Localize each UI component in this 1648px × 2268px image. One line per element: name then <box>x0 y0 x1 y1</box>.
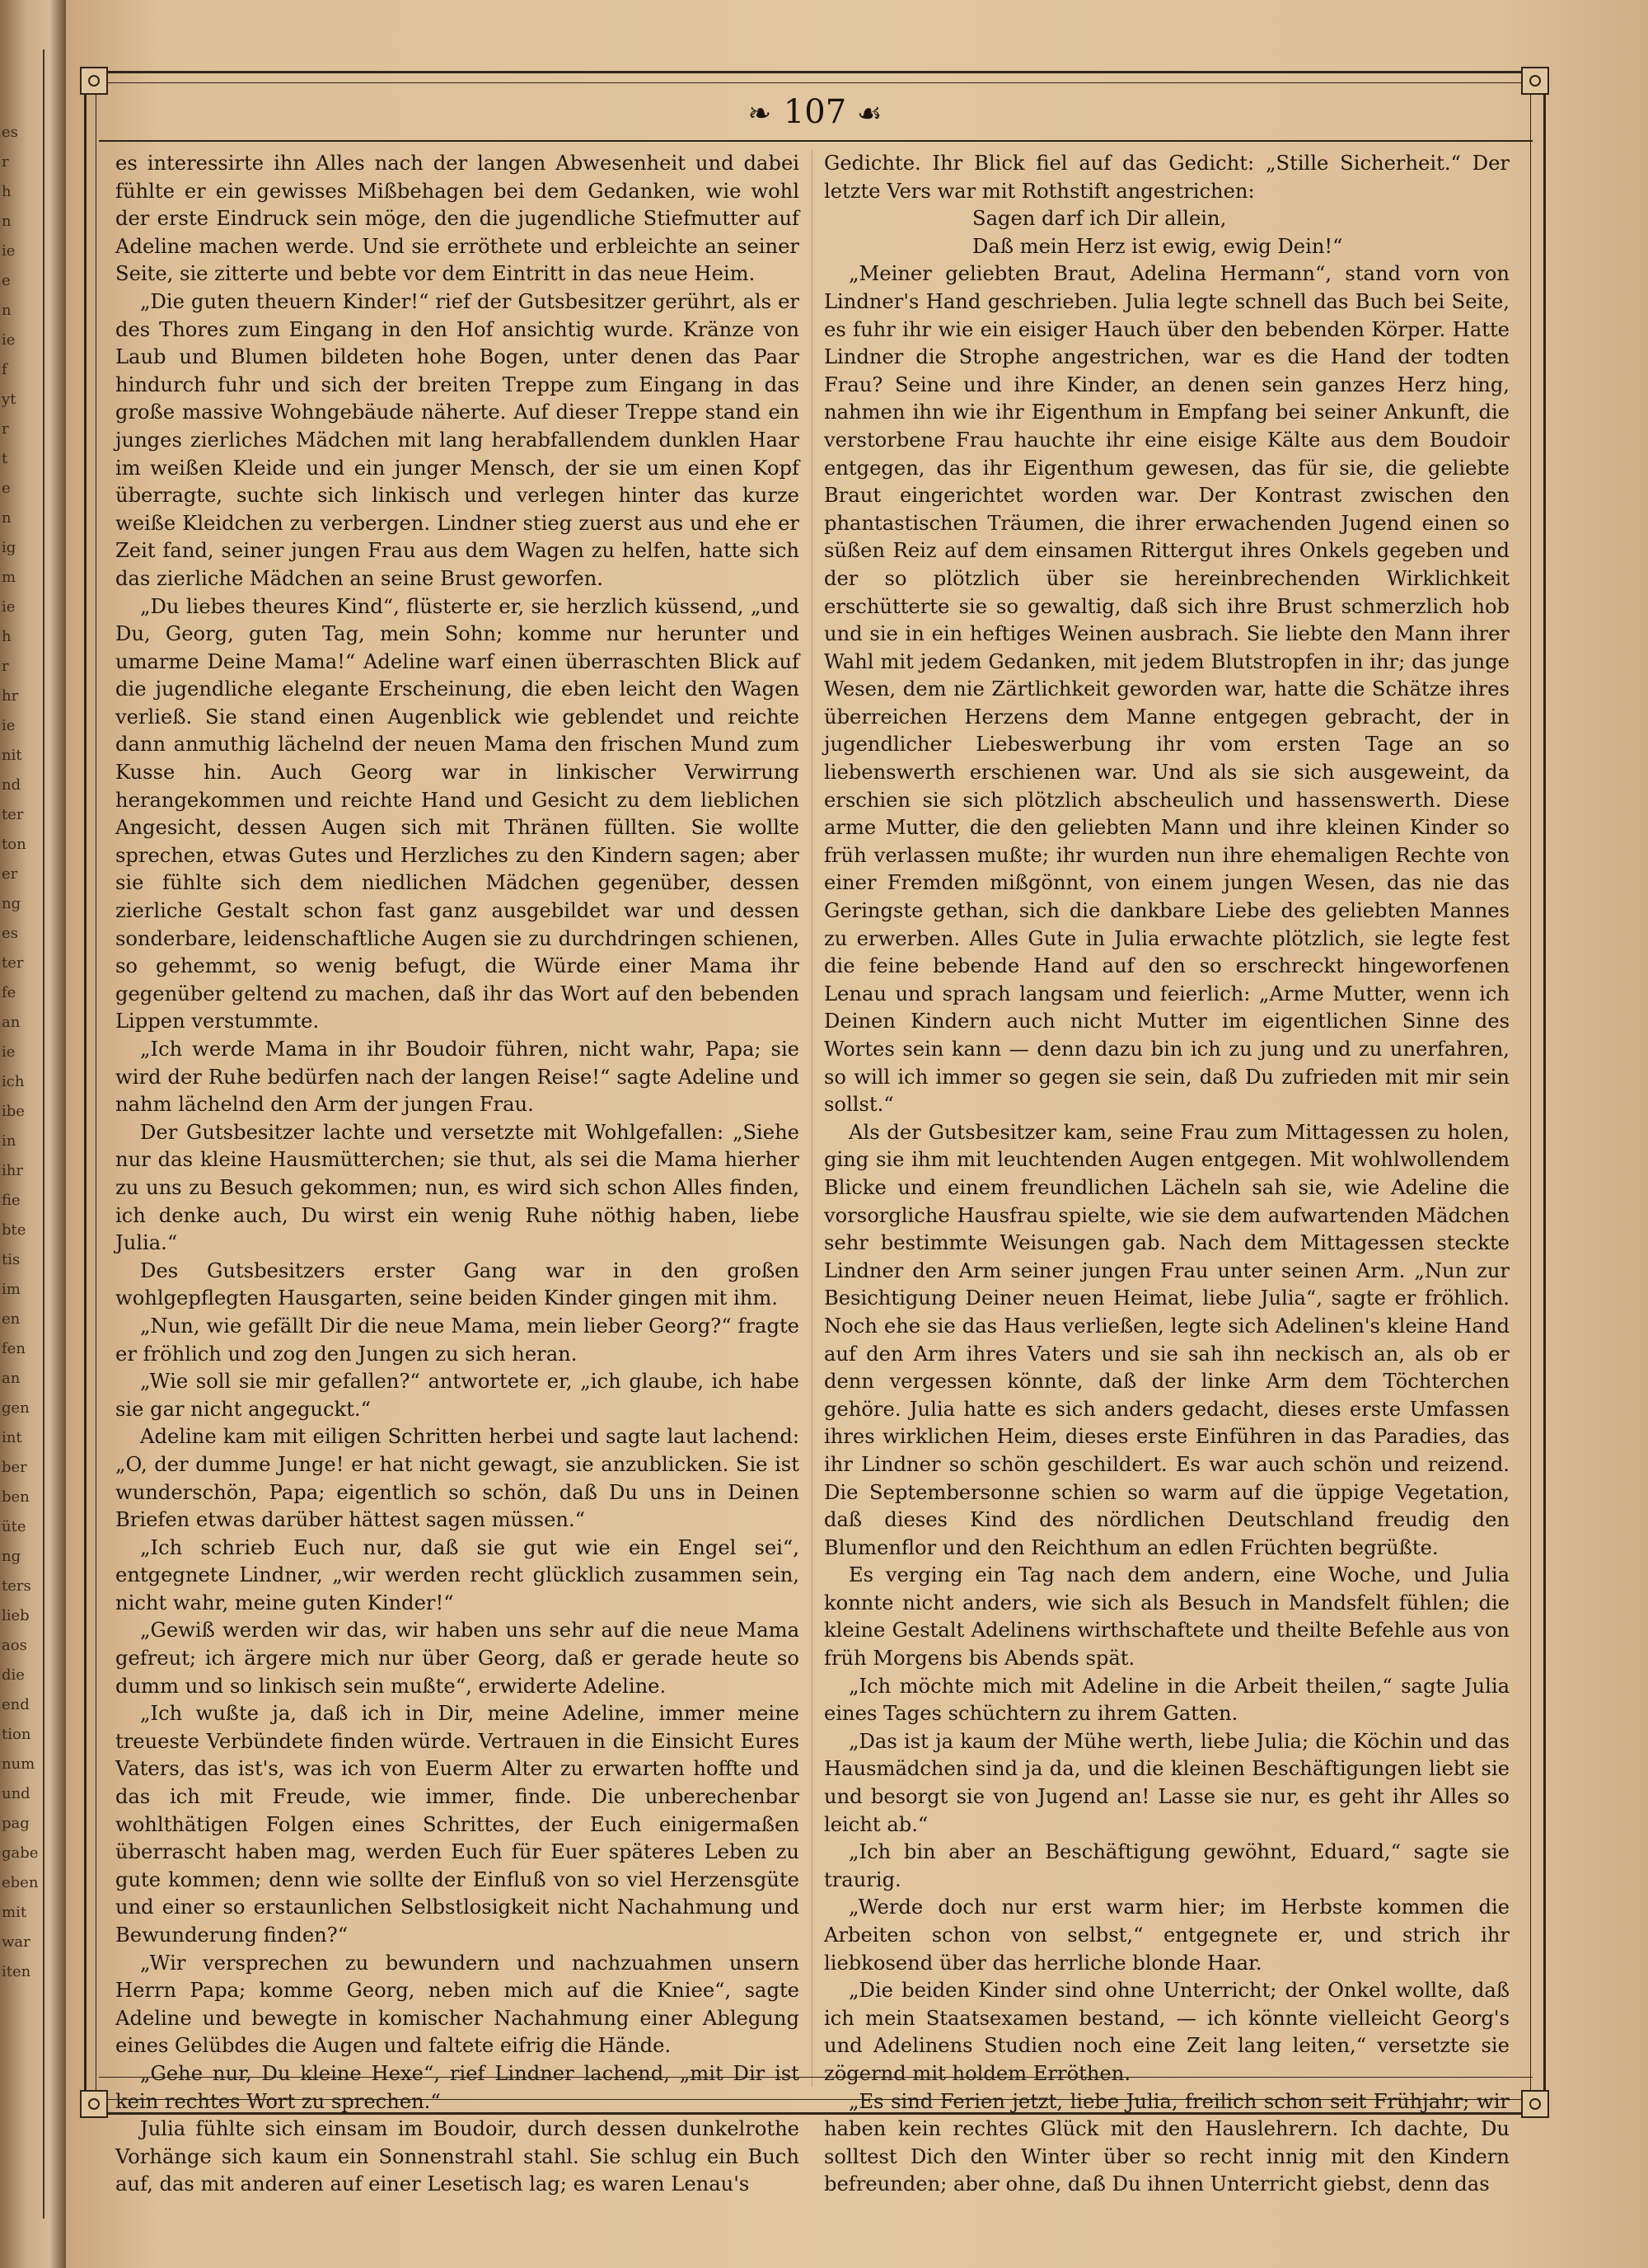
adjacent-page-fragment: ters <box>2 1577 31 1595</box>
paragraph: „Ich bin aber an Beschäftigung gewöhnt, Eduard,“ sagte sie traurig. <box>824 1840 1510 1891</box>
adjacent-page-fragment: ton <box>2 836 26 853</box>
paragraph: „Gehe nur, Du kleine Hexe“, rief Lindner lachend, „mit Dir ist kein rechtes Wort zu sprechen.“ <box>115 2061 799 2113</box>
paragraph: „Wie soll sie mir gefallen?“ antwortete er, „ich glaube, ich habe sie gar nicht angeguckt.“ <box>115 1370 799 1421</box>
adjacent-page-fragment: pag <box>2 1815 30 1832</box>
adjacent-page-fragment: ng <box>2 895 21 912</box>
adjacent-page-fragment: an <box>2 1014 21 1031</box>
adjacent-page-fragment: fen <box>2 1340 26 1357</box>
paragraph: Adeline kam mit eiligen Schritten herbei und sagte laut lachend: „O, der dumme Junge! er hat nicht gewagt, sie anzublicken. Sie ist wunderschön, Papa; eigentlich so schön, daß Du uns in Deinen Briefen etwas darüber hättest sagen müssen.“ <box>115 1425 799 1532</box>
adjacent-page-fragment: ie <box>2 717 16 734</box>
adjacent-page-fragment: r <box>2 153 9 171</box>
adjacent-page-fragment: bte <box>2 1221 26 1239</box>
adjacent-page-fragment: üte <box>2 1518 26 1535</box>
adjacent-page-fragment: es <box>2 124 18 141</box>
adjacent-page-fragment: int <box>2 1429 22 1446</box>
adjacent-page-fragment: ie <box>2 598 16 616</box>
adjacent-page-fragment: ie <box>2 331 16 349</box>
frame-corner-ornament <box>1521 67 1549 95</box>
adjacent-page-fragment: ibe <box>2 1103 25 1120</box>
adjacent-page-fragment: m <box>2 569 16 586</box>
adjacent-page-fragment: n <box>2 302 12 319</box>
adjacent-page-fragment: end <box>2 1696 30 1713</box>
paragraph: Julia fühlte sich einsam im Boudoir, durch dessen dunkelrothe Vorhänge sich kaum ein Sonnenstrahl stahl. Sie schlug ein Buch auf, das mit anderen auf einer Lesetisch lag; es waren Lenau's <box>115 2117 799 2196</box>
page-number: 107 <box>783 93 847 131</box>
adjacent-page-fragment: r <box>2 420 9 438</box>
adjacent-page-fragment: aos <box>2 1637 27 1654</box>
paragraph: „Werde doch nur erst warm hier; im Herbste kommen die Arbeiten schon von selbst,“ entgegnete er, und strich ihr liebkosend über das herrliche blonde Haar. <box>824 1895 1510 1975</box>
adjacent-page-fragment: im <box>2 1281 21 1298</box>
paragraph: „Ich wußte ja, daß ich in Dir, meine Adeline, immer meine treueste Verbündete finden würde. Vertrauen in die Einsicht Eures Vaters, das ist's, was ich von Euerm Alter zu erwarten hoffte und das ich mit Freude, wie immer, finde. Die unberechenbar wohlthätigen Folgen eines Schrittes, der Euch einigermaßen überrascht haben mag, werden Euch für Euer späteres Leben zu gute kommen; denn wie sollte der Einfluß von so viel Herzensgüte und einer so erstaunlichen Selbstlosigkeit nicht Nachahmung und Bewunderung finden?“ <box>115 1702 799 1947</box>
adjacent-page-fragment: eben <box>2 1874 39 1891</box>
paragraph: „Ich schrieb Euch nur, daß sie gut wie ein Engel sei“, entgegnete Lindner, „wir werden recht glücklich zusammen sein, nicht wahr, meine guten Kinder!“ <box>115 1535 799 1614</box>
paragraph: es interessirte ihn Alles nach der langen Abwesenheit und dabei fühlte er ein gewisses Mißbehagen bei dem Gedanken, wie wohl der erste Eindruck sein möge, den die jugendliche Stiefmutter auf Adeline machen werde. Und sie erröthete und erbleichte an seiner Seite, sie zitterte und bebte vor dem Eintritt in das neue Heim. <box>115 152 799 286</box>
adjacent-page-fragment: r <box>2 658 9 675</box>
adjacent-page-fragment: fe <box>2 984 16 1001</box>
adjacent-page-fragment: er <box>2 865 18 883</box>
adjacent-page-fragment: ben <box>2 1488 30 1506</box>
adjacent-page-fragment: nd <box>2 776 21 794</box>
adjacent-page-fragment: e <box>2 480 11 497</box>
adjacent-page-fragment: lieb <box>2 1607 30 1624</box>
adjacent-page-fragment: ig <box>2 539 16 556</box>
adjacent-page-fragment: tis <box>2 1251 21 1268</box>
text-column-left <box>115 150 799 2196</box>
adjacent-page-fragment: f <box>2 361 7 378</box>
paragraph: Als der Gutsbesitzer kam, seine Frau zum Mittagessen zu holen, ging sie ihm mit leuchtenden Augen entgegen. Mit wohlwollendem Blicke und einem freundlichen Lächeln sah sie, wie Adeline die vorsorgliche Hausfrau spielte, wie sie dem aufwartenden Mädchen sehr bestimmte Weisungen gab. Nach dem Mittagessen steckte Lindner den Arm seiner jungen Frau unter seinen Arm. „Nun zur Besichtigung Deiner neuen Heimat, liebe Julia“, sagte er fröhlich. Noch ehe sie das Haus verließen, legte sich Adelinen's kleine Hand auf den Arm ihres Vaters und sie sah ihn neckisch an, als ob er denn vergessen könnte, daß der linke Arm dem Töchterchen gehöre. Julia hatte es sich anders gedacht, dieses erste Umfassen ihres wirklichen Heim, dieses erste Einführen in das Paradies, das ihr Lindner so schön geschildert. Es war auch schön und reizend. Die Septembersonne schien so warm auf die üppige Vegetation, daß dieses Kind des nördlichen Deutschland freudig den Blumenflor und den Reichthum an edlen Früchten begrüßte. <box>824 1120 1510 1559</box>
adjacent-page-fragment: ng <box>2 1548 21 1565</box>
adjacent-page-fragment: ie <box>2 1043 16 1061</box>
adjacent-page-fragment: h <box>2 628 12 645</box>
adjacent-page-fragment: an <box>2 1370 21 1387</box>
frame-corner-ornament <box>80 67 108 95</box>
adjacent-page-fragment: tion <box>2 1726 31 1743</box>
paragraph: Des Gutsbesitzers erster Gang war in den großen wohlgepflegten Hausgarten, seine beiden Kinder gingen mit ihm. <box>115 1258 799 1310</box>
adjacent-page-fragment: war <box>2 1933 30 1951</box>
adjacent-page-fragment: fie <box>2 1192 21 1209</box>
adjacent-page-fragment: gen <box>2 1399 30 1417</box>
paragraph: Es verging ein Tag nach dem andern, eine Woche, und Julia konnte nicht anders, wie sich als Besuch in Mandsfelt fühlen; die kleine Gestalt Adelinens wirthschaftete und theilte Befehle aus von früh Morgens bis Abends spät. <box>824 1563 1510 1671</box>
adjacent-page-rule <box>43 49 44 2219</box>
adjacent-page-fragment: nit <box>2 747 22 764</box>
paragraph: „Es sind Ferien jetzt, liebe Julia, freilich schon seit Frühjahr; wir haben kein rechtes Glück mit den Hauslehrern. Ich dachte, Du solltest Dich den Winter über so recht innig mit den Kindern befreunden; aber ohne, daß Du ihnen Unterricht giebst, denn das <box>824 2089 1510 2196</box>
adjacent-page-fragment: n <box>2 509 12 527</box>
paragraph: „Gewiß werden wir das, wir haben uns sehr auf die neue Mama gefreut; ich ärgere mich nur über Georg, daß er gerade heute so dumm und so linkisch sein mußte“, erwiderte Adeline. <box>115 1619 799 1698</box>
header-rule <box>99 140 1533 142</box>
paragraph: „Ich möchte mich mit Adeline in die Arbeit theilen,“ sagte Julia eines Tages schüchtern zu ihrem Gatten. <box>824 1674 1510 1726</box>
footer-rule <box>99 2077 1533 2078</box>
adjacent-page-fragment: ich <box>2 1073 25 1090</box>
adjacent-page-fragment: und <box>2 1785 30 1802</box>
adjacent-page-fragment: yt <box>2 391 16 408</box>
adjacent-page-fragment: t <box>2 450 8 467</box>
adjacent-page-fragment: h <box>2 183 12 200</box>
paragraph: Der Gutsbesitzer lachte und versetzte mit Wohlgefallen: „Siehe nur das kleine Hausmütterchen; sie thut, als sei die Mama hierher zu uns zu Besuch gekommen; nun, es wird sich schon Alles finden, ich denke auch, Du wirst ein wenig Ruhe nöthig haben, liebe Julia.“ <box>115 1120 799 1255</box>
paragraph: „Nun, wie gefällt Dir die neue Mama, mein lieber Georg?“ fragte er fröhlich und zog den Jungen zu sich heran. <box>115 1314 799 1366</box>
text-column-right <box>824 150 1510 2196</box>
header-ornament-right: ☙ <box>856 97 884 130</box>
paragraph: „Meiner geliebten Braut, Adelina Hermann“, stand vorn von Lindner's Hand geschrieben. Julia legte schnell das Buch bei Seite, es fuhr ihr wie ein eisiger Hauch über den bebenden Körper. Hatte Lindner die Strophe angestrichen, war es die Hand der todten Frau? Seine und ihre Kinder, an denen sein ganzes Herz hing, nahmen ihn wie ihr Eigenthum in Empfang bei seiner Ankunft, die verstorbene Frau hauchte ihr eine eisige Kälte aus dem Boudoir entgegen, das ihr Eigenthum gewesen, das für sie, die geliebte Braut eingerichtet worden war. Der Kontrast zwischen den phantastischen Träumen, die ihrer erwachenden Jugend einen so süßen Reiz auf dem einsamen Rittergut ihres Onkels gegeben und der so plötzlich über sie hereinbrechenden Wirklichkeit erschütterte sie so gewaltig, daß sich ihre Brust schmerzlich hob und sie in ein heftiges Weinen ausbrach. Sie liebte den Mann ihrer Wahl mit jedem Gedanken, mit jedem Blutstropfen in ihr; das junge Wesen, dem nie Zärtlichkeit geworden war, hatte die Schätze ihres überreichen Herzens dem Manne entgegen gebracht, der in jugendlicher Liebeswerbung ihr vom ersten Tage an so liebenswerth erschienen war. Und als sie sich ausgeweint, da erschien sie sich plötzlich abscheulich und hassenswerth. Diese arme Mutter, die den geliebten Mann und ihre kleinen Kinder so früh verlassen mußte; ihr wurden nun ihre ehemaligen Rechte von einer Fremden mißgönnt, von einem jungen Wesen, das nie das Geringste gethan, sich die dankbare Liebe des geliebten Mannes zu erwerben. Alles Gute in Julia erwachte plötzlich, sie legte fest die feine bebende Hand auf den so erschreckt hingeworfenen Lenau und sprach langsam und feierlich: „Arme Mutter, wenn ich Deinen Kindern auch nicht Mutter im eigentlichen Sinne des Wortes sein kann — denn dazu bin ich zu jung und zu unerfahren, so will ich immer so gegen sie sein, daß Du zufrieden mit mir sein sollst.“ <box>824 262 1510 1117</box>
adjacent-page-fragment: num <box>2 1755 35 1773</box>
header-ornament-left: ❧ <box>747 97 774 130</box>
page-header <box>99 92 1533 134</box>
adjacent-page-fragment: e <box>2 272 11 289</box>
adjacent-page-fragment: n <box>2 213 12 230</box>
adjacent-page-fragment: die <box>2 1666 25 1684</box>
adjacent-page-fragment: en <box>2 1310 21 1328</box>
verse-line: Sagen darf ich Dir allein, <box>972 207 1227 231</box>
adjacent-page-fragment: gabe <box>2 1844 39 1862</box>
adjacent-page-fragment: in <box>2 1132 16 1150</box>
adjacent-page-fragment: ie <box>2 242 16 260</box>
adjacent-page-fragment: ber <box>2 1459 27 1476</box>
paragraph: „Die guten theuern Kinder!“ rief der Gutsbesitzer gerührt, als er des Thores zum Eingang in den Hof ansichtig wurde. Kränze von Laub und Blumen bildeten hohe Bogen, unter denen das Paar hindurch fuhr und sich der breiten Treppe zum Eingang in das große massive Wohngebäude näherte. Auf dieser Treppe stand ein junges zierliches Mädchen mit lang herabfallendem dunklen Haar im weißen Kleide und ein junger Mensch, der sie um einen Kopf überragte, suchte sich linkisch und verlegen hinter das kurze weiße Kleidchen zu verbergen. Lindner stieg zuerst aus und ehe er Zeit fand, seiner jungen Frau aus dem Wagen zu helfen, hatte sich das zierliche Mädchen an seine Brust geworfen. <box>115 289 799 590</box>
verse-line: Daß mein Herz ist ewig, ewig Dein!“ <box>972 234 1343 258</box>
adjacent-page-edge <box>0 0 66 2268</box>
paragraph: „Du liebes theures Kind“, flüsterte er, sie herzlich küssend, „und Du, Georg, guten Tag, mein Sohn; komme nur herunter und umarme Deine Mama!“ Adeline warf einen überraschten Blick auf die jugendliche elegante Erscheinung, die eben leicht den Wagen verließ. Sie stand einen Augenblick wie geblendet und reichte dann anmuthig lächelnd der neuen Mama den frischen Mund zum Kusse hin. Auch Georg war in linkischer Verwirrung herangekommen und reichte Hand und Gesicht zu dem lieblichen Angesicht, dessen Augen sich mit Thränen füllten. Sie wollte sprechen, etwas Gutes und Herzliches zu den Kindern sagen; aber sie fühlte sich dem niedlichen Mädchen gegenüber, dessen zierliche Gestalt schon fast ganz ausgebildet war und dessen sonderbare, leidenschaftliche Augen sie zu durchdringen schienen, so gehemmt, so wenig befugt, die Würde einer Mama ihr gegenüber geltend zu machen, daß ihr das Wort auf den bebenden Lippen verstummte. <box>115 594 799 1033</box>
adjacent-page-fragment: hr <box>2 687 19 705</box>
adjacent-page-fragment: mit <box>2 1904 27 1921</box>
paragraph: „Wir versprechen zu bewundern und nachzuahmen unsern Herrn Papa; komme Georg, neben mich auf die Kniee“, sagte Adeline und bewegte in komischer Nachahmung einer Ablegung eines Gelübdes die Augen und faltete eifrig die Hände. <box>115 1951 799 2058</box>
adjacent-page-fragment: ter <box>2 806 24 823</box>
paragraph: „Die beiden Kinder sind ohne Unterricht; der Onkel wollte, daß ich mein Staatsexamen bestand, — ich könnte vielleicht Georg's und Adelinens Studien noch eine Zeit lang leiten,“ versetzte sie zögernd mit holdem Erröthen. <box>824 1979 1510 2085</box>
paragraph: Gedichte. Ihr Blick fiel auf das Gedicht: „Stille Sicherheit.“ Der letzte Vers war mit Rothstift angestrichen: <box>824 152 1510 203</box>
paragraph: „Das ist ja kaum der Mühe werth, liebe Julia; die Köchin und das Hausmädchen sind ja da, und die kleinen Beschäftigungen liebt sie und besorgt sie von Jugend an! Lasse sie nur, es geht ihr Alles so leicht ab.“ <box>824 1729 1510 1836</box>
frame-corner-ornament <box>1521 2090 1549 2118</box>
frame-corner-ornament <box>80 2090 108 2118</box>
adjacent-page-fragment: es <box>2 925 18 942</box>
adjacent-page-fragment: ihr <box>2 1162 23 1179</box>
paragraph: „Ich werde Mama in ihr Boudoir führen, nicht wahr, Papa; sie wird der Ruhe bedürfen nach der langen Reise!“ sagte Adeline und nahm lächelnd den Arm der jungen Frau. <box>115 1038 799 1117</box>
adjacent-page-fragment: ter <box>2 954 24 972</box>
adjacent-page-fragment: iten <box>2 1963 31 1980</box>
